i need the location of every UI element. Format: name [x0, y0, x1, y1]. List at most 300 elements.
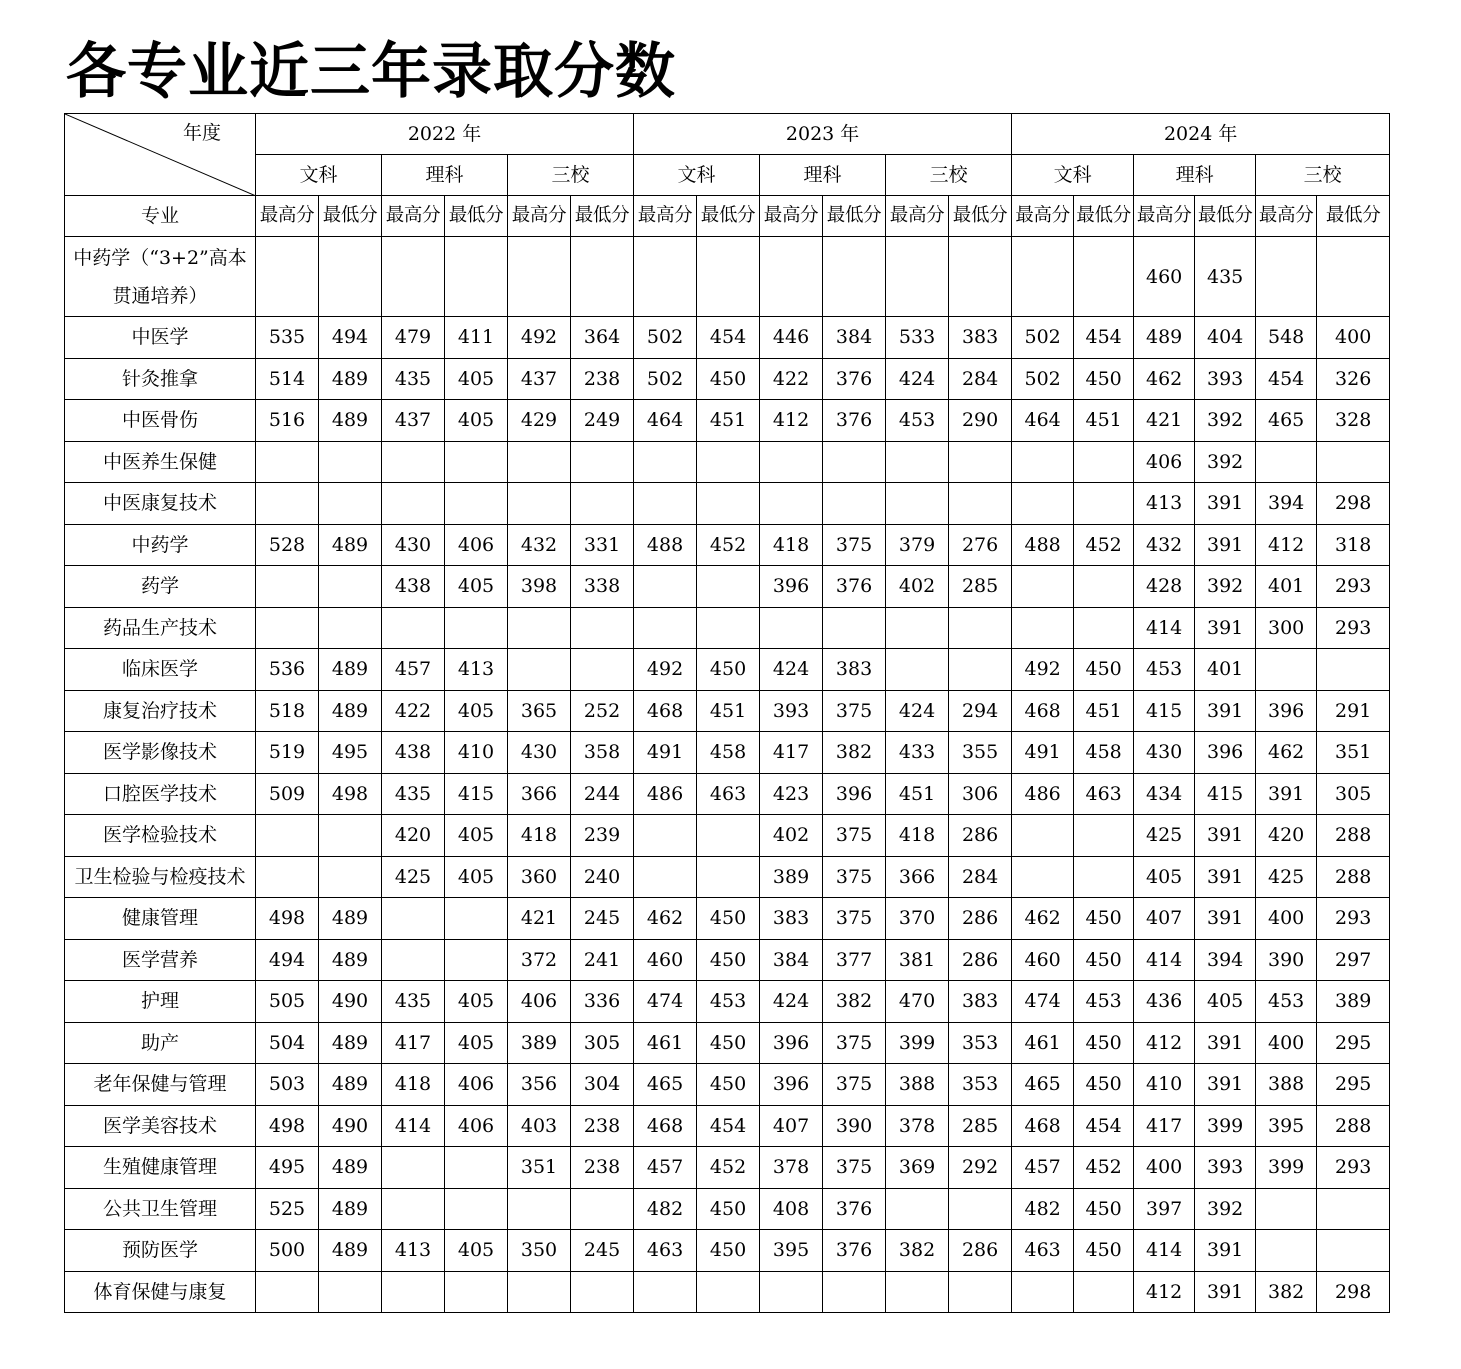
- score-cell: 390: [1256, 939, 1317, 981]
- score-cell: 388: [886, 1064, 949, 1106]
- score-cell: [445, 1147, 508, 1189]
- score-cell: 249: [571, 400, 634, 442]
- score-cell: 405: [445, 981, 508, 1023]
- score-cell: 430: [1134, 732, 1195, 774]
- score-cell: 366: [508, 773, 571, 815]
- score-cell: [445, 1188, 508, 1230]
- score-cell: 498: [319, 773, 382, 815]
- table-row: [65, 483, 1390, 525]
- score-cell: 504: [256, 1022, 319, 1064]
- score-cell: 328: [1317, 400, 1390, 442]
- score-cell: 398: [508, 566, 571, 608]
- score-cell: 434: [1134, 773, 1195, 815]
- score-cell: 457: [382, 649, 445, 691]
- major-name-cell: 老年保健与管理: [65, 1064, 256, 1106]
- score-cell: 535: [256, 317, 319, 359]
- major-name-cell: 针灸推拿: [65, 358, 256, 400]
- score-cell: 390: [823, 1105, 886, 1147]
- max-score-header: 最高分: [1012, 196, 1074, 237]
- score-cell: 463: [697, 773, 760, 815]
- min-score-header: 最低分: [319, 196, 382, 237]
- score-cell: [319, 856, 382, 898]
- score-cell: [634, 607, 697, 649]
- score-cell: 391: [1195, 898, 1256, 940]
- score-cell: 391: [1195, 524, 1256, 566]
- table-row: [65, 1271, 1390, 1313]
- major-name-cell: 卫生检验与检疫技术: [65, 856, 256, 898]
- score-cell: [382, 898, 445, 940]
- score-cell: 495: [256, 1147, 319, 1189]
- score-cell: 411: [445, 317, 508, 359]
- score-cell: [697, 237, 760, 317]
- score-cell: 285: [949, 1105, 1012, 1147]
- score-cell: 454: [697, 317, 760, 359]
- score-cell: 438: [382, 732, 445, 774]
- score-cell: [571, 441, 634, 483]
- score-cell: [760, 483, 823, 525]
- score-cell: 435: [382, 773, 445, 815]
- score-cell: 488: [1012, 524, 1074, 566]
- score-cell: 414: [382, 1105, 445, 1147]
- min-score-header: 最低分: [1074, 196, 1134, 237]
- score-cell: 400: [1256, 1022, 1317, 1064]
- score-cell: 306: [949, 773, 1012, 815]
- subject-header: 理科: [760, 155, 886, 196]
- score-cell: 454: [1074, 317, 1134, 359]
- score-cell: 389: [508, 1022, 571, 1064]
- score-cell: [382, 441, 445, 483]
- score-cell: [256, 856, 319, 898]
- score-cell: 463: [634, 1230, 697, 1272]
- score-cell: 468: [1012, 690, 1074, 732]
- subject-header: 三校: [1256, 155, 1390, 196]
- score-cell: 453: [886, 400, 949, 442]
- score-cell: 509: [256, 773, 319, 815]
- score-cell: 453: [697, 981, 760, 1023]
- year-header-2022: 2022 年: [256, 114, 634, 155]
- score-cell: 376: [823, 1230, 886, 1272]
- score-cell: 489: [1134, 317, 1195, 359]
- score-cell: [949, 1188, 1012, 1230]
- score-cell: 425: [1256, 856, 1317, 898]
- score-cell: 351: [508, 1147, 571, 1189]
- table-row: [65, 1188, 1390, 1230]
- score-cell: 500: [256, 1230, 319, 1272]
- score-cell: 396: [823, 773, 886, 815]
- score-cell: 405: [445, 358, 508, 400]
- score-cell: 376: [823, 400, 886, 442]
- score-cell: 286: [949, 898, 1012, 940]
- score-cell: 400: [1256, 898, 1317, 940]
- score-cell: 355: [949, 732, 1012, 774]
- score-cell: [382, 483, 445, 525]
- score-cell: [697, 441, 760, 483]
- score-cell: [697, 1271, 760, 1313]
- subject-header: 三校: [886, 155, 1012, 196]
- table-row: [65, 441, 1390, 483]
- score-cell: 490: [319, 981, 382, 1023]
- max-score-header: 最高分: [634, 196, 697, 237]
- score-cell: 489: [319, 1188, 382, 1230]
- score-cell: 489: [319, 358, 382, 400]
- score-cell: 290: [949, 400, 1012, 442]
- score-cell: 463: [1012, 1230, 1074, 1272]
- min-score-header: 最低分: [949, 196, 1012, 237]
- score-cell: 494: [256, 939, 319, 981]
- score-cell: 424: [760, 981, 823, 1023]
- score-cell: 452: [1074, 524, 1134, 566]
- score-cell: [1012, 815, 1074, 857]
- score-cell: 412: [1134, 1271, 1195, 1313]
- major-name-cell: 临床医学: [65, 649, 256, 691]
- score-cell: [508, 1188, 571, 1230]
- score-cell: 462: [1134, 358, 1195, 400]
- score-cell: 450: [1074, 1064, 1134, 1106]
- score-cell: 474: [634, 981, 697, 1023]
- table-row: [65, 1022, 1390, 1064]
- score-cell: [1317, 1188, 1390, 1230]
- score-cell: 405: [445, 856, 508, 898]
- score-cell: [1012, 441, 1074, 483]
- score-cell: 353: [949, 1022, 1012, 1064]
- major-name-cell: 药学: [65, 566, 256, 608]
- score-cell: [1012, 856, 1074, 898]
- score-cell: [571, 1271, 634, 1313]
- score-cell: 291: [1317, 690, 1390, 732]
- score-cell: 245: [571, 1230, 634, 1272]
- score-cell: [634, 815, 697, 857]
- score-cell: [571, 607, 634, 649]
- score-cell: 285: [949, 566, 1012, 608]
- score-cell: 318: [1317, 524, 1390, 566]
- score-cell: [319, 815, 382, 857]
- score-cell: 391: [1195, 815, 1256, 857]
- score-cell: 488: [634, 524, 697, 566]
- score-cell: 413: [1134, 483, 1195, 525]
- score-cell: 514: [256, 358, 319, 400]
- score-cell: [256, 607, 319, 649]
- score-cell: 458: [697, 732, 760, 774]
- score-cell: [1256, 1188, 1317, 1230]
- score-cell: 490: [319, 1105, 382, 1147]
- score-cell: 378: [760, 1147, 823, 1189]
- score-cell: 394: [1256, 483, 1317, 525]
- score-cell: 405: [445, 400, 508, 442]
- score-cell: [1074, 815, 1134, 857]
- score-cell: 451: [1074, 400, 1134, 442]
- page-title: 各专业近三年录取分数: [66, 37, 676, 107]
- score-cell: 418: [508, 815, 571, 857]
- score-cell: 412: [1256, 524, 1317, 566]
- score-cell: 498: [256, 898, 319, 940]
- score-cell: 358: [571, 732, 634, 774]
- score-cell: 498: [256, 1105, 319, 1147]
- score-cell: 293: [1317, 1147, 1390, 1189]
- table-row: [65, 524, 1390, 566]
- score-cell: 391: [1195, 856, 1256, 898]
- score-cell: 391: [1195, 483, 1256, 525]
- subject-header: 文科: [634, 155, 760, 196]
- score-cell: 372: [508, 939, 571, 981]
- major-name-cell: 中医学: [65, 317, 256, 359]
- score-cell: [508, 607, 571, 649]
- score-cell: 238: [571, 1147, 634, 1189]
- score-cell: 474: [1012, 981, 1074, 1023]
- score-cell: 502: [634, 358, 697, 400]
- score-cell: [508, 649, 571, 691]
- score-cell: 375: [823, 1147, 886, 1189]
- score-cell: 300: [1256, 607, 1317, 649]
- year-header-2024: 2024 年: [1012, 114, 1390, 155]
- score-cell: 407: [1134, 898, 1195, 940]
- score-cell: [445, 237, 508, 317]
- table-row: [65, 898, 1390, 940]
- score-cell: 402: [886, 566, 949, 608]
- min-score-header: 最低分: [823, 196, 886, 237]
- score-cell: 239: [571, 815, 634, 857]
- subject-header: 三校: [508, 155, 634, 196]
- score-cell: 304: [571, 1064, 634, 1106]
- score-cell: [445, 607, 508, 649]
- score-cell: 391: [1195, 1022, 1256, 1064]
- major-name-cell: 公共卫生管理: [65, 1188, 256, 1230]
- score-cell: 518: [256, 690, 319, 732]
- score-cell: 486: [634, 773, 697, 815]
- score-cell: 383: [760, 898, 823, 940]
- score-cell: 356: [508, 1064, 571, 1106]
- year-major-corner-cell: [65, 114, 256, 196]
- score-cell: [634, 1271, 697, 1313]
- score-cell: 519: [256, 732, 319, 774]
- max-score-header: 最高分: [760, 196, 823, 237]
- subject-header: 文科: [256, 155, 382, 196]
- score-cell: 460: [1012, 939, 1074, 981]
- score-cell: 468: [634, 690, 697, 732]
- score-cell: 353: [949, 1064, 1012, 1106]
- score-cell: 284: [949, 856, 1012, 898]
- score-cell: 491: [634, 732, 697, 774]
- score-cell: [949, 237, 1012, 317]
- score-cell: 375: [823, 815, 886, 857]
- score-cell: 376: [823, 566, 886, 608]
- major-name-cell: 中医骨伤: [65, 400, 256, 442]
- subject-header: 理科: [382, 155, 508, 196]
- score-cell: 414: [1134, 939, 1195, 981]
- table-row: [65, 981, 1390, 1023]
- score-cell: [760, 607, 823, 649]
- score-cell: 412: [1134, 1022, 1195, 1064]
- table-row: [65, 690, 1390, 732]
- score-cell: 326: [1317, 358, 1390, 400]
- score-cell: 451: [1074, 690, 1134, 732]
- score-cell: 396: [760, 566, 823, 608]
- score-cell: 377: [823, 939, 886, 981]
- score-cell: 422: [760, 358, 823, 400]
- score-cell: 406: [445, 524, 508, 566]
- table-row: [65, 732, 1390, 774]
- score-cell: 482: [634, 1188, 697, 1230]
- score-cell: 452: [697, 1147, 760, 1189]
- score-cell: 415: [1134, 690, 1195, 732]
- score-cell: 389: [1317, 981, 1390, 1023]
- max-score-header: 最高分: [886, 196, 949, 237]
- score-cell: [1012, 566, 1074, 608]
- score-cell: 462: [634, 898, 697, 940]
- score-cell: 451: [697, 400, 760, 442]
- admission-scores-table: [64, 113, 1390, 1313]
- score-cell: 462: [1012, 898, 1074, 940]
- score-cell: 238: [571, 1105, 634, 1147]
- score-cell: [1317, 441, 1390, 483]
- score-cell: 252: [571, 690, 634, 732]
- score-cell: 406: [508, 981, 571, 1023]
- score-cell: [760, 1271, 823, 1313]
- score-cell: [1074, 441, 1134, 483]
- score-cell: [445, 441, 508, 483]
- score-cell: 428: [1134, 566, 1195, 608]
- score-cell: 465: [1012, 1064, 1074, 1106]
- score-cell: 489: [319, 1064, 382, 1106]
- score-cell: 288: [1317, 1105, 1390, 1147]
- score-cell: 392: [1195, 1188, 1256, 1230]
- score-cell: 410: [445, 732, 508, 774]
- score-cell: 435: [382, 358, 445, 400]
- year-header-2023: 2023 年: [634, 114, 1012, 155]
- score-cell: 425: [382, 856, 445, 898]
- score-cell: 430: [382, 524, 445, 566]
- score-cell: 396: [760, 1064, 823, 1106]
- score-cell: [1317, 649, 1390, 691]
- score-cell: 401: [1256, 566, 1317, 608]
- score-cell: 418: [886, 815, 949, 857]
- score-cell: 420: [382, 815, 445, 857]
- table-row: [65, 358, 1390, 400]
- score-cell: 525: [256, 1188, 319, 1230]
- score-cell: [949, 1271, 1012, 1313]
- max-score-header: 最高分: [256, 196, 319, 237]
- score-cell: 418: [760, 524, 823, 566]
- score-cell: [256, 815, 319, 857]
- score-cell: 391: [1195, 1271, 1256, 1313]
- score-cell: 406: [445, 1105, 508, 1147]
- score-cell: 417: [382, 1022, 445, 1064]
- score-cell: [823, 1271, 886, 1313]
- score-cell: 400: [1134, 1147, 1195, 1189]
- major-name-cell: 体育保健与康复: [65, 1271, 256, 1313]
- table-row: [65, 1147, 1390, 1189]
- score-cell: [886, 237, 949, 317]
- score-cell: [949, 441, 1012, 483]
- score-cell: 396: [1195, 732, 1256, 774]
- major-name-cell: 药品生产技术: [65, 607, 256, 649]
- score-cell: [886, 1271, 949, 1313]
- score-cell: 415: [1195, 773, 1256, 815]
- score-cell: 403: [508, 1105, 571, 1147]
- score-cell: 399: [1195, 1105, 1256, 1147]
- score-cell: 395: [1256, 1105, 1317, 1147]
- score-cell: 336: [571, 981, 634, 1023]
- score-cell: 495: [319, 732, 382, 774]
- score-cell: 369: [886, 1147, 949, 1189]
- max-score-header: 最高分: [508, 196, 571, 237]
- score-cell: [319, 1271, 382, 1313]
- score-cell: 292: [949, 1147, 1012, 1189]
- score-cell: [571, 237, 634, 317]
- table-row: [65, 607, 1390, 649]
- score-cell: 436: [1134, 981, 1195, 1023]
- score-cell: 331: [571, 524, 634, 566]
- major-name-cell: 护理: [65, 981, 256, 1023]
- score-cell: 446: [760, 317, 823, 359]
- score-cell: 366: [886, 856, 949, 898]
- score-cell: [508, 441, 571, 483]
- score-cell: [445, 898, 508, 940]
- major-name-cell: 医学营养: [65, 939, 256, 981]
- score-cell: 450: [697, 1230, 760, 1272]
- score-cell: 528: [256, 524, 319, 566]
- score-cell: 489: [319, 649, 382, 691]
- score-cell: 450: [697, 1064, 760, 1106]
- table-row: [65, 856, 1390, 898]
- score-cell: 435: [382, 981, 445, 1023]
- max-score-header: 最高分: [382, 196, 445, 237]
- score-cell: 364: [571, 317, 634, 359]
- major-header: 专业: [65, 196, 256, 237]
- min-score-header: 最低分: [1317, 196, 1390, 237]
- table-row: [65, 237, 1390, 317]
- score-cell: 450: [697, 1188, 760, 1230]
- score-cell: 384: [823, 317, 886, 359]
- score-cell: [886, 441, 949, 483]
- score-cell: [949, 649, 1012, 691]
- score-cell: 375: [823, 898, 886, 940]
- score-cell: 492: [1012, 649, 1074, 691]
- score-cell: 451: [697, 690, 760, 732]
- score-cell: [256, 483, 319, 525]
- score-cell: 298: [1317, 483, 1390, 525]
- score-cell: 405: [445, 815, 508, 857]
- score-cell: 405: [1134, 856, 1195, 898]
- score-cell: 305: [1317, 773, 1390, 815]
- score-cell: [508, 483, 571, 525]
- score-cell: [382, 1271, 445, 1313]
- score-cell: [949, 483, 1012, 525]
- score-cell: 454: [697, 1105, 760, 1147]
- score-cell: [1074, 1271, 1134, 1313]
- score-cell: 421: [1134, 400, 1195, 442]
- score-cell: 294: [949, 690, 1012, 732]
- major-name-cell: 健康管理: [65, 898, 256, 940]
- score-cell: 479: [382, 317, 445, 359]
- score-cell: 424: [886, 358, 949, 400]
- score-cell: 288: [1317, 815, 1390, 857]
- score-cell: [634, 483, 697, 525]
- score-cell: 375: [823, 524, 886, 566]
- score-cell: [634, 566, 697, 608]
- table-row: [65, 1230, 1390, 1272]
- score-cell: 378: [886, 1105, 949, 1147]
- score-cell: 489: [319, 690, 382, 732]
- score-cell: 381: [886, 939, 949, 981]
- score-cell: 392: [1195, 441, 1256, 483]
- score-cell: 460: [1134, 237, 1195, 317]
- score-cell: 548: [1256, 317, 1317, 359]
- score-cell: 425: [1134, 815, 1195, 857]
- year-header-label: 年度: [183, 122, 222, 144]
- score-cell: [256, 1271, 319, 1313]
- score-cell: 338: [571, 566, 634, 608]
- score-cell: 536: [256, 649, 319, 691]
